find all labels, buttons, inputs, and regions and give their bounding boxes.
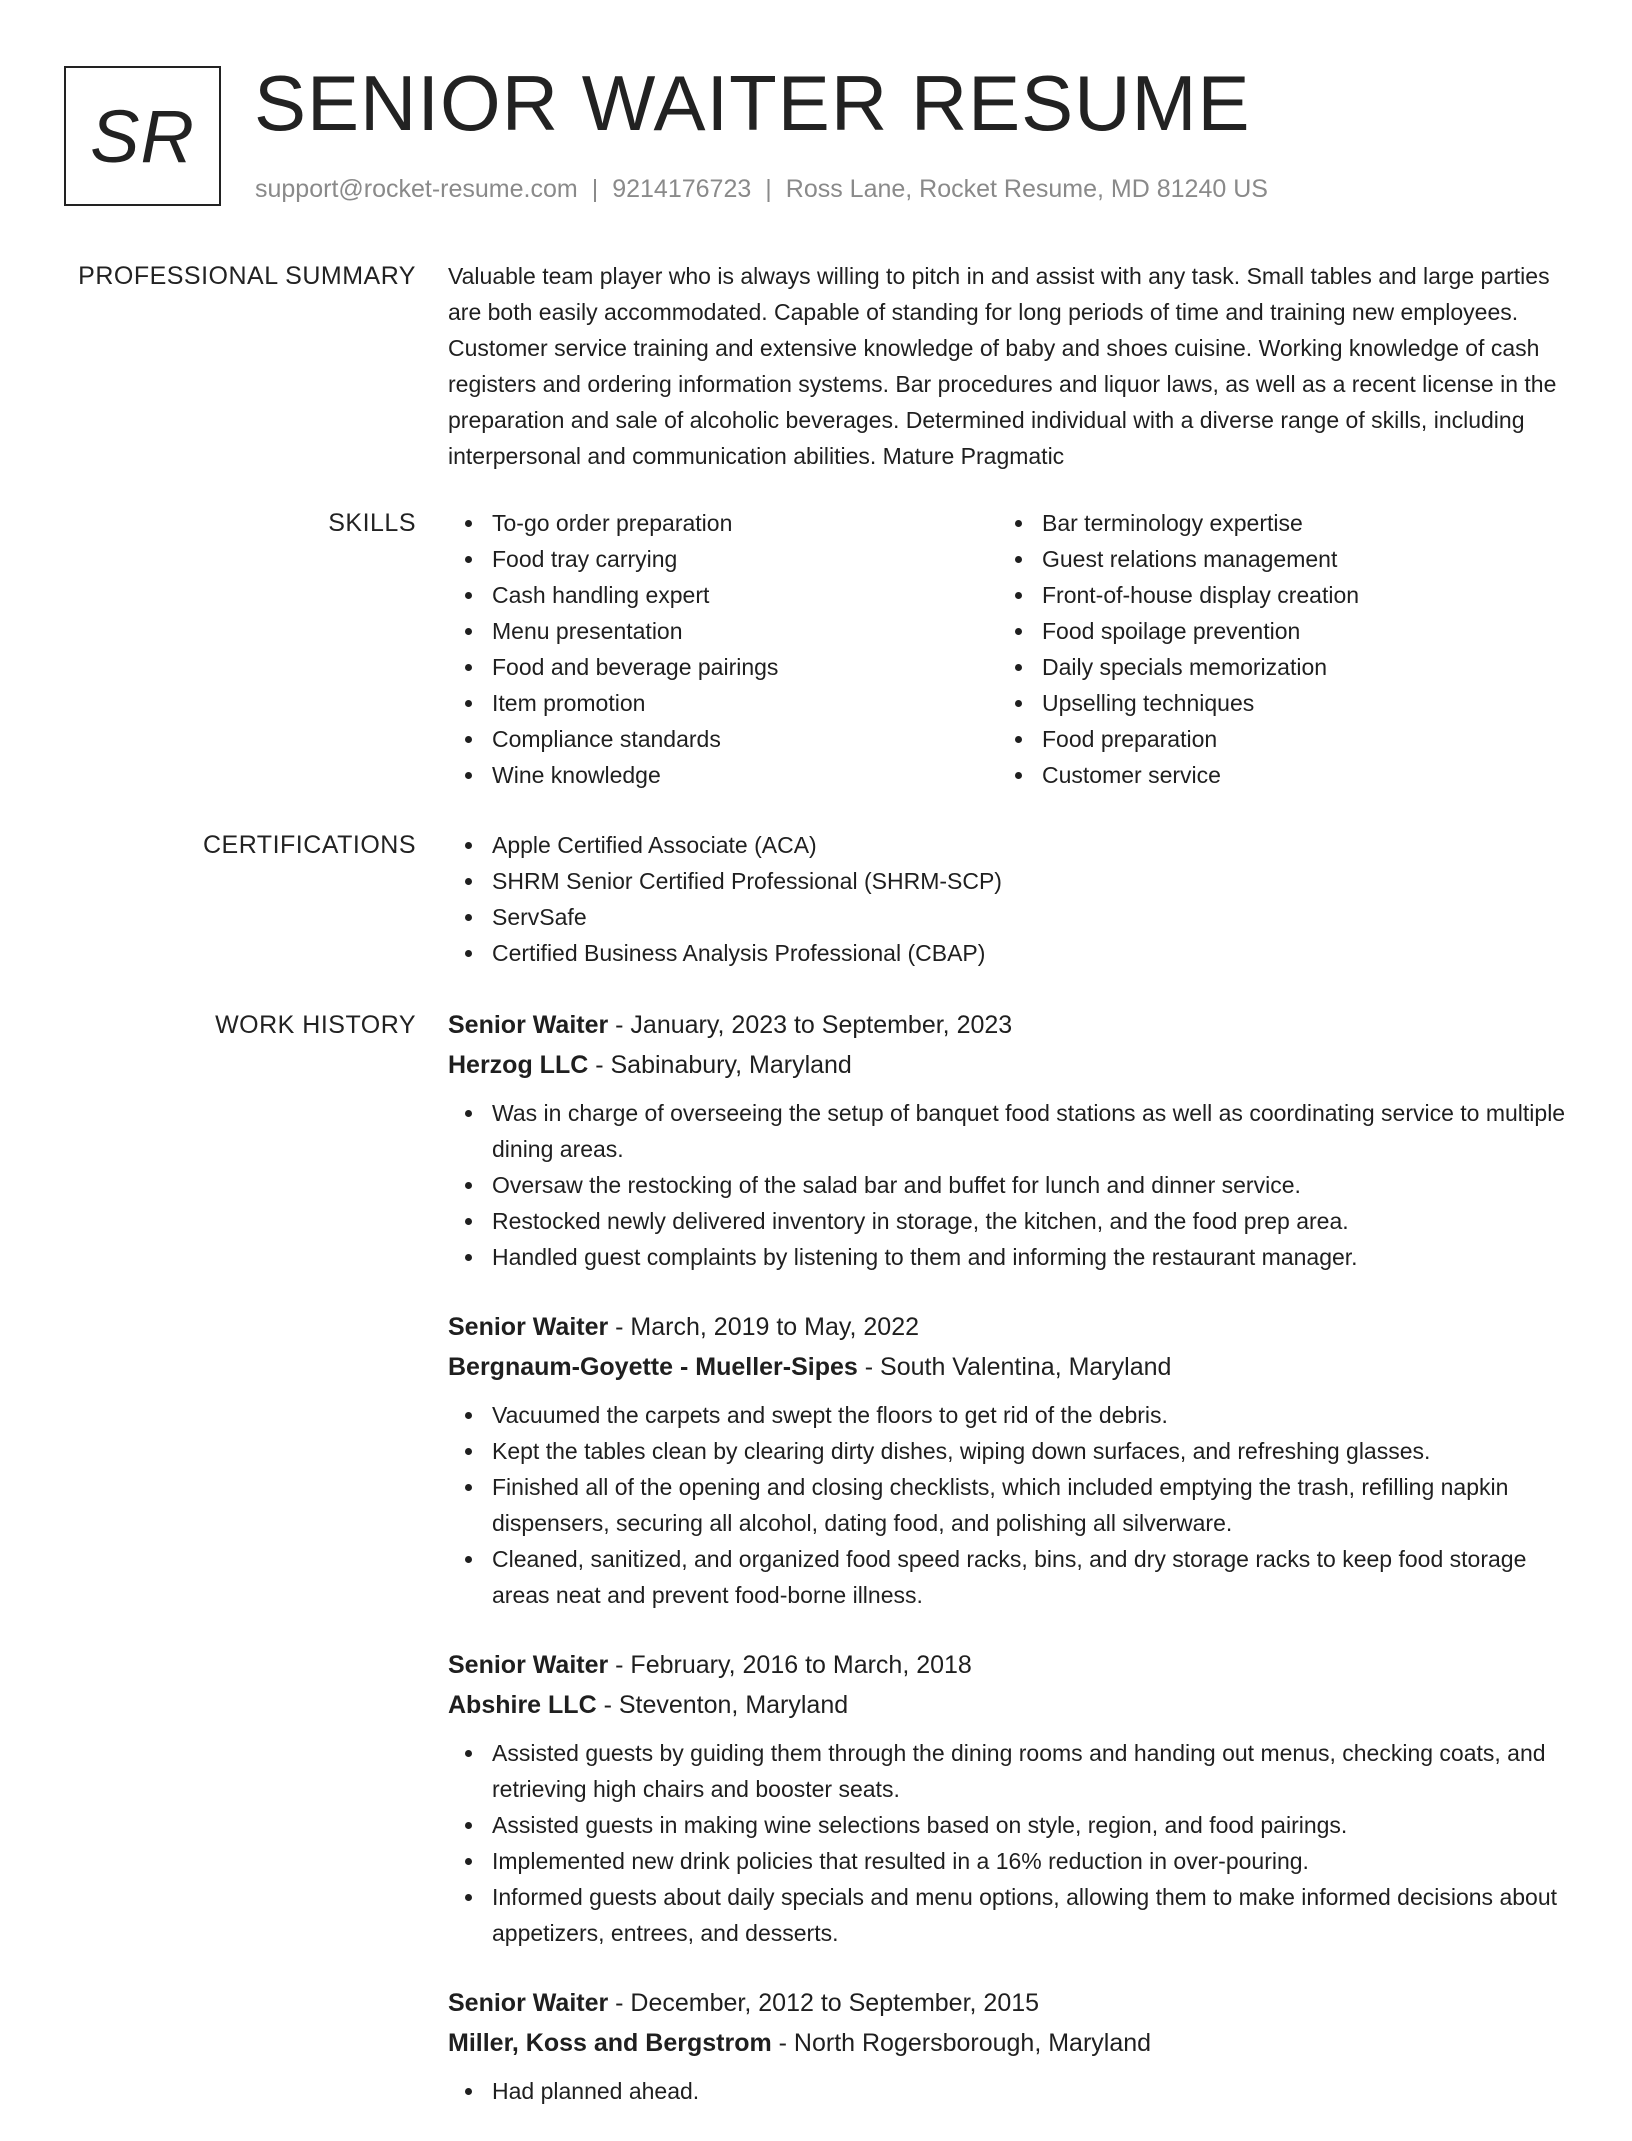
job-duty: Kept the tables clean by clearing dirty dishes, wiping down surfaces, and refreshing glasses. bbox=[448, 1433, 1568, 1469]
job-location: - South Valentina, Maryland bbox=[857, 1353, 1172, 1381]
certification-item: SHRM Senior Certified Professional (SHRM-SCP) bbox=[448, 863, 1568, 899]
resume-title: SENIOR WAITER RESUME bbox=[254, 59, 1251, 147]
job-entry bbox=[448, 1645, 1568, 1951]
skill-item: Cash handling expert bbox=[448, 577, 998, 613]
skill-item: Food spoilage prevention bbox=[998, 613, 1548, 649]
job-entry bbox=[448, 1005, 1568, 1275]
job-duty: Handled guest complaints by listening to them and informing the restaurant manager. bbox=[448, 1239, 1568, 1275]
job-duty: Had planned ahead. bbox=[448, 2073, 1568, 2109]
job-company: Bergnaum-Goyette - Mueller-Sipes bbox=[448, 1353, 858, 1381]
skill-item: Customer service bbox=[998, 757, 1548, 793]
job-duties bbox=[448, 1735, 1568, 1951]
job-location: - Sabinabury, Maryland bbox=[588, 1051, 852, 1079]
skill-item: Upselling techniques bbox=[998, 685, 1548, 721]
job-title-line bbox=[448, 1645, 1568, 1685]
monogram-badge bbox=[64, 66, 221, 206]
skill-item: Front-of-house display creation bbox=[998, 577, 1548, 613]
certifications-heading: CERTIFICATIONS bbox=[202, 831, 416, 859]
skill-item: Menu presentation bbox=[448, 613, 998, 649]
job-title-line bbox=[448, 1983, 1568, 2023]
job-duty: Vacuumed the carpets and swept the floors to get rid of the debris. bbox=[448, 1397, 1568, 1433]
certification-item: Apple Certified Associate (ACA) bbox=[448, 827, 1568, 863]
job-dates: - January, 2023 to September, 2023 bbox=[608, 1011, 1013, 1039]
job-duty: Was in charge of overseeing the setup of banquet food stations as well as coordinating service to multiple dining areas. bbox=[448, 1095, 1568, 1167]
skill-item: Food and beverage pairings bbox=[448, 649, 998, 685]
summary-heading: PROFESSIONAL SUMMARY bbox=[78, 262, 416, 290]
skills-list-left bbox=[448, 505, 998, 793]
job-role: Senior Waiter bbox=[448, 1313, 609, 1341]
job-duty: Implemented new drink policies that resulted in a 16% reduction in over-pouring. bbox=[448, 1843, 1568, 1879]
contact-line bbox=[255, 175, 1268, 204]
job-company-line bbox=[448, 1045, 1568, 1085]
work-history-heading: WORK HISTORY bbox=[215, 1011, 416, 1039]
job-duties bbox=[448, 2073, 1568, 2109]
job-duties bbox=[448, 1397, 1568, 1613]
job-duty: Informed guests about daily specials and menu options, allowing them to make informed decisions about appetizers, entrees, and desserts. bbox=[448, 1879, 1568, 1951]
job-dates: - December, 2012 to September, 2015 bbox=[608, 1989, 1040, 2017]
job-company-line bbox=[448, 1685, 1568, 1725]
job-role: Senior Waiter bbox=[448, 1651, 609, 1679]
skill-item: Wine knowledge bbox=[448, 757, 998, 793]
skills-list-right bbox=[998, 505, 1548, 793]
email-text: support@rocket-resume.com bbox=[255, 175, 578, 203]
skill-item: Bar terminology expertise bbox=[998, 505, 1548, 541]
job-company: Abshire LLC bbox=[448, 1691, 597, 1719]
job-role: Senior Waiter bbox=[448, 1989, 609, 2017]
certification-item: Certified Business Analysis Professional (CBAP) bbox=[448, 935, 1568, 971]
contact-separator: | bbox=[591, 175, 599, 203]
job-duties bbox=[448, 1095, 1568, 1275]
skill-item: Food tray carrying bbox=[448, 541, 998, 577]
phone-text: 9214176723 bbox=[612, 175, 752, 203]
skill-item: Food preparation bbox=[998, 721, 1548, 757]
contact-separator: | bbox=[765, 175, 772, 203]
job-location: - Steventon, Maryland bbox=[596, 1691, 849, 1719]
job-title-line bbox=[448, 1307, 1568, 1347]
job-entry bbox=[448, 1307, 1568, 1613]
skill-item: Item promotion bbox=[448, 685, 998, 721]
job-company-line bbox=[448, 1347, 1568, 1387]
job-dates: - February, 2016 to March, 2018 bbox=[608, 1651, 972, 1679]
job-duty: Oversaw the restocking of the salad bar and buffet for lunch and dinner service. bbox=[448, 1167, 1568, 1203]
job-company: Miller, Koss and Bergstrom bbox=[448, 2029, 772, 2057]
address-text: Ross Lane, Rocket Resume, MD 81240 US bbox=[785, 175, 1268, 203]
job-role: Senior Waiter bbox=[448, 1011, 609, 1039]
job-duty: Restocked newly delivered inventory in storage, the kitchen, and the food prep area. bbox=[448, 1203, 1568, 1239]
job-company-line bbox=[448, 2023, 1568, 2063]
summary-text: Valuable team player who is always willing to pitch in and assist with any task. Small tables and large parties are both easily accommodated. Capable of standing for long periods of time and training new employees. Customer service training and extensive knowledge of baby and shoes cuisine. Working knowledge of cash registers and ordering information systems. Bar procedures and liquor laws, as well as a recent license in the preparation and sale of alcoholic beverages. Determined individual with a diverse range of skills, including interpersonal and communication abilities. Mature Pragmatic bbox=[448, 263, 1557, 469]
skill-item: Compliance standards bbox=[448, 721, 998, 757]
job-duty: Assisted guests by guiding them through the dining rooms and handing out menus, checking coats, and retrieving high chairs and booster seats. bbox=[448, 1735, 1568, 1807]
job-location: - North Rogersborough, Maryland bbox=[771, 2029, 1152, 2057]
job-dates: - March, 2019 to May, 2022 bbox=[608, 1313, 920, 1341]
job-entry bbox=[448, 1983, 1568, 2109]
job-title-line bbox=[448, 1005, 1568, 1045]
job-duty: Cleaned, sanitized, and organized food speed racks, bins, and dry storage racks to keep food storage areas neat and prevent food-borne illness. bbox=[448, 1541, 1568, 1613]
monogram-text: SR bbox=[90, 94, 195, 178]
skill-item: Guest relations management bbox=[998, 541, 1548, 577]
job-duty: Finished all of the opening and closing checklists, which included emptying the trash, refilling napkin dispensers, securing all alcohol, dating food, and polishing all silverware. bbox=[448, 1469, 1568, 1541]
certifications-list bbox=[448, 827, 1568, 971]
skill-item: To-go order preparation bbox=[448, 505, 998, 541]
certification-item: ServSafe bbox=[448, 899, 1568, 935]
skill-item: Daily specials memorization bbox=[998, 649, 1548, 685]
job-company: Herzog LLC bbox=[448, 1051, 589, 1079]
skills-heading: SKILLS bbox=[328, 509, 416, 537]
job-duty: Assisted guests in making wine selections based on style, region, and food pairings. bbox=[448, 1807, 1568, 1843]
